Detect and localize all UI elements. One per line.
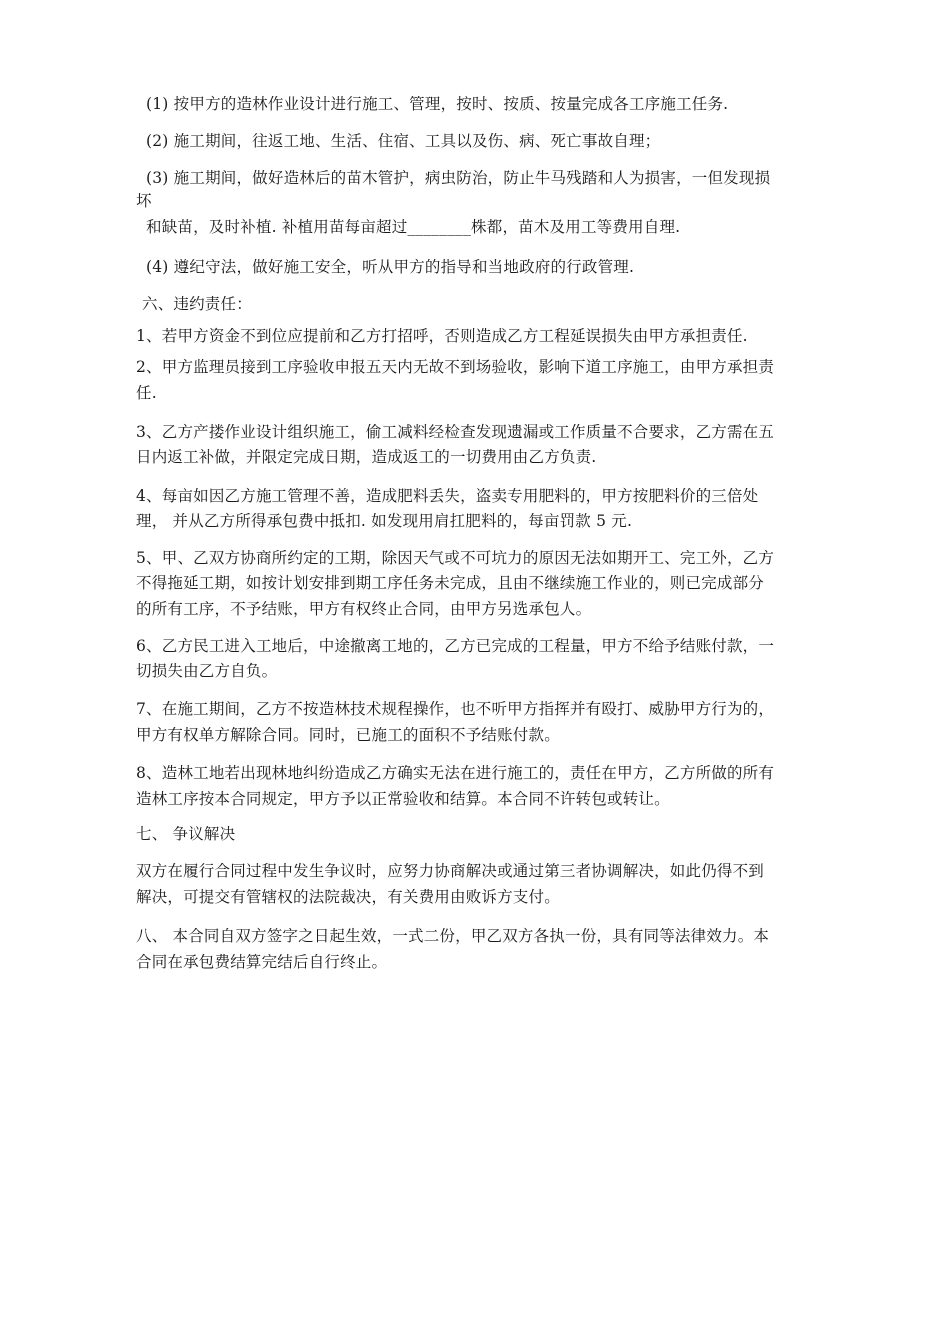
item-4-text: (4) 遵纪守法，做好施工安全，听从甲方的指导和当地政府的行政管理. bbox=[146, 258, 635, 276]
clause-5-line3: 的所有工序，不予结账，甲方有权终止合同，由甲方另选承包人。 bbox=[136, 600, 592, 618]
clause-4-line2: 理， 并从乙方所得承包费中抵扣. 如发现用肩扛肥料的，每亩罚款 5 元. bbox=[136, 512, 633, 530]
section-7-body-line2: 解决，可提交有管辖权的法院裁决，有关费用由败诉方支付。 bbox=[136, 888, 560, 906]
clause-6-line1: 6、乙方民工进入工地后，中途撤离工地的，乙方已完成的工程量，甲方不给予结账付款，一 bbox=[136, 637, 775, 655]
clause-5-line2: 不得拖延工期，如按计划安排到期工序任务未完成，且由不继续施工作业的，则已完成部分 bbox=[136, 574, 765, 592]
item-1-text: (1) 按甲方的造林作业设计进行施工、管理，按时、按质、按量完成各工序施工任务. bbox=[146, 95, 729, 113]
item-2-text: (2) 施工期间，往返工地、生活、住宿、工具以及伤、病、死亡事故自理； bbox=[146, 132, 661, 150]
clause-2-line2: 任. bbox=[136, 384, 157, 402]
section-6-heading: 六、违约责任： bbox=[142, 295, 252, 313]
item-3-text-line1: (3) 施工期间，做好造林后的苗木管护，病虫防治，防止牛马残踏和人为损害，一但发现损 bbox=[146, 169, 771, 187]
section-7-heading: 七、 争议解决 bbox=[136, 825, 236, 843]
clause-8-line2: 造林工序按本合同规定，甲方予以正常验收和结算。本合同不许转包或转让。 bbox=[136, 790, 670, 808]
clause-7-line1: 7、在施工期间，乙方不按造林技术规程操作，也不听甲方指挥并有殴打、威胁甲方行为的， bbox=[136, 700, 775, 718]
clause-4-line1: 4、每亩如因乙方施工管理不善，造成肥料丢失，盗卖专用肥料的，甲方按肥料价的三倍处 bbox=[136, 487, 759, 505]
clause-6-line2: 切损失由乙方自负。 bbox=[136, 662, 278, 680]
clause-7-line2: 甲方有权单方解除合同。同时，已施工的面积不予结账付款。 bbox=[136, 726, 560, 744]
section-8-line2: 合同在承包费结算完结后自行终止。 bbox=[136, 953, 388, 971]
clause-5-line1: 5、甲、乙双方协商所约定的工期，除因天气或不可坑力的原因无法如期开工、完工外，乙方 bbox=[136, 549, 775, 567]
clause-8-line1: 8、造林工地若出现林地纠纷造成乙方确实无法在进行施工的，责任在甲方，乙方所做的所有 bbox=[136, 764, 775, 782]
item-3-text-line3: 和缺苗，及时补植. 补植用苗每亩超过________株都，苗木及用工等费用自理. bbox=[146, 218, 681, 236]
section-8-line1: 八、 本合同自双方签字之日起生效，一式二份，甲乙双方各执一份，具有同等法律效力。本 bbox=[136, 927, 770, 945]
clause-3-line1: 3、乙方产搂作业设计组织施工，偷工减料经检查发现遗漏或工作质量不合要求，乙方需在五 bbox=[136, 423, 775, 441]
section-7-body-line1: 双方在履行合同过程中发生争议时，应努力协商解决或通过第三者协调解决，如此仍得不到 bbox=[136, 862, 765, 880]
clause-3-line2: 日内返工补做，并限定完成日期，造成返工的一切费用由乙方负责. bbox=[136, 448, 597, 466]
clause-2-line1: 2、甲方监理员接到工序验收申报五天内无故不到场验收，影响下道工序施工，由甲方承担责 bbox=[136, 358, 775, 376]
clause-1: 1、若甲方资金不到位应提前和乙方打招呼，否则造成乙方工程延误损失由甲方承担责任. bbox=[136, 327, 748, 345]
item-3-text-line2: 坏 bbox=[136, 192, 152, 210]
